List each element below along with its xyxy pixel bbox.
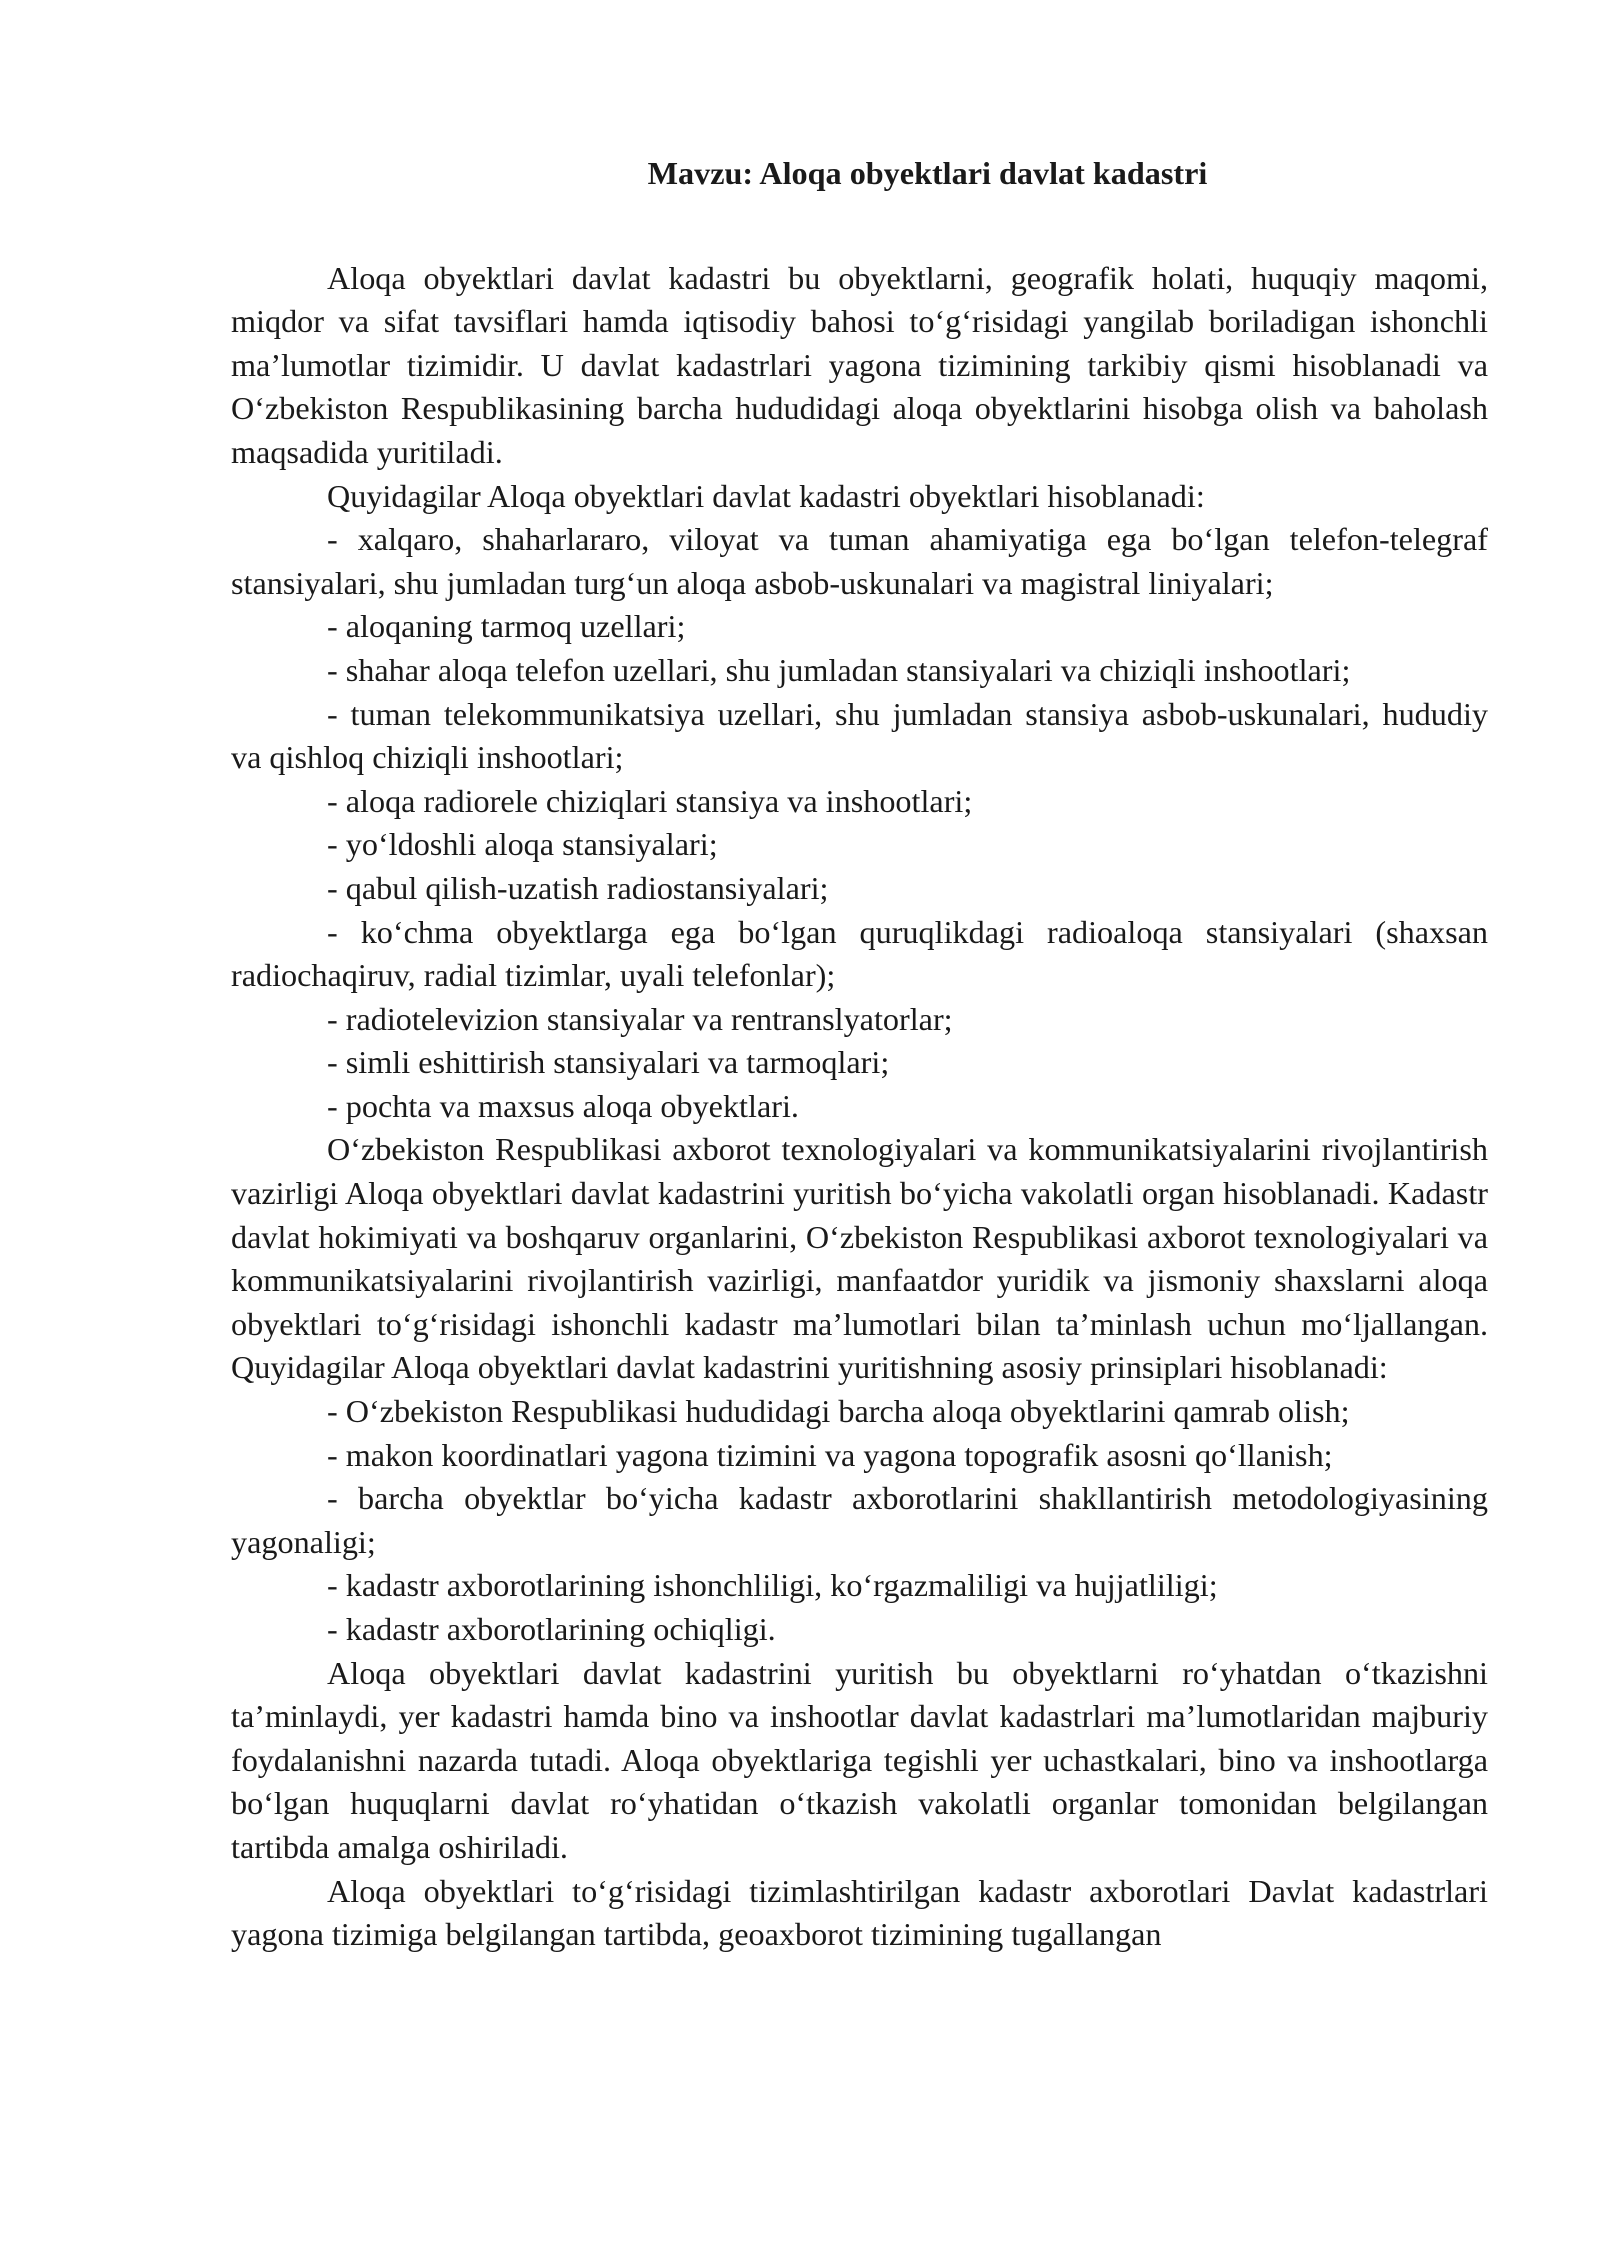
list-item: - yo‘ldoshli aloqa stansiyalari; (327, 826, 718, 863)
list-item: - O‘zbekiston Respublikasi hududidagi barcha aloqa obyektlarini qamrab olish; (327, 1393, 1350, 1430)
list-item: - makon koordinatlari yagona tizimini va yagona topografik asosni qo‘llanish; (327, 1436, 1333, 1473)
list-item: - qabul qilish-uzatish radiostansiyalari; (327, 869, 829, 906)
list-item: - simli eshittirish stansiyalari va tarmoqlari; (327, 1044, 890, 1081)
paragraph-objects-intro: Quyidagilar Aloqa obyektlari davlat kadastri obyektlari hisoblanadi: (327, 477, 1205, 514)
paragraph-definition: Aloqa obyektlari davlat kadastri bu obyektlarni, geografik holati, huquqiy maqomi, miqdor va sifat tavsiflari hamda iqtisodiy bahosi to‘g‘risidagi yangilab boriladigan ishonchli ma’lumotlar tizimidir. U davlat kadastrlari yagona tizimining tarkibiy qismi hisoblanadi va O‘zbekiston Respublikasining barcha hududidagi aloqa obyektlarini hisobga olish va baholash maqsadida yuritiladi. (231, 259, 1488, 470)
list-item: - kadastr axborotlarining ishonchliligi, ko‘rgazmaliligi va hujjatliligi; (327, 1567, 1218, 1604)
paragraph-authority: O‘zbekiston Respublikasi axborot texnologiyalari va kommunikatsiyalarini rivojlantirish vazirligi Aloqa obyektlari davlat kadastrini yuritish bo‘yicha vakolatli organ hisoblanadi. Kadastr davlat hokimiyati va boshqaruv organlarini, O‘zbekiston Respublikasi axborot texnologiyalari va kommunikatsiyalarini rivojlantirish vazirligi, manfaatdor yuridik va jismoniy shaxslarni aloqa obyektlari to‘g‘risidagi ishonchli kadastr ma’lumotlari bilan ta’minlash uchun mo‘ljallangan. Quyidagilar Aloqa obyektlari davlat kadastrini yuritishning asosiy prinsiplari hisoblanadi: (231, 1131, 1488, 1386)
document-page (231, 152, 1488, 1957)
list-item: - aloqa radiorele chiziqlari stansiya va inshootlari; (327, 782, 973, 819)
list-item: - barcha obyektlar bo‘yicha kadastr axborotlarini shakllantirish metodologiyasining yagonaligi; (231, 1480, 1488, 1560)
paragraph-systematized-info: Aloqa obyektlari to‘g‘risidagi tizimlashtirilgan kadastr axborotlari Davlat kadastrlari yagona tizimiga belgilangan tartibda, geoaxborot tizimining tugallangan (231, 1872, 1488, 1953)
list-item: - pochta va maxsus aloqa obyektlari. (327, 1087, 799, 1124)
list-item: - shahar aloqa telefon uzellari, shu jumladan stansiyalari va chiziqli inshootlari; (327, 651, 1351, 688)
list-item: - tuman telekommunikatsiya uzellari, shu jumladan stansiya asbob-uskunalari, hududiy va qishloq chiziqli inshootlari; (231, 695, 1488, 776)
paragraph-registration: Aloqa obyektlari davlat kadastrini yuritish bu obyektlarni ro‘yhatdan o‘tkazishni ta’minlaydi, yer kadastri hamda bino va inshootlar davlat kadastrlari ma’lumotlaridan majburiy foydalanishni nazarda tutadi. Aloqa obyektlariga tegishli yer uchastkalari, bino va inshootlarga bo‘lgan huquqlarni davlat ro‘yhatidan o‘tkazish vakolatli organlar tomonidan belgilangan tartibda amalga oshiriladi. (231, 1654, 1488, 1865)
document-title: Mavzu: Aloqa obyektlari davlat kadastri (647, 155, 1208, 191)
list-item: - xalqaro, shaharlararo, viloyat va tuman ahamiyatiga ega bo‘lgan telefon-telegraf stansiyalari, shu jumladan turg‘un aloqa asbob-uskunalari va magistral liniyalari; (231, 521, 1488, 601)
list-item: - radiotelevizion stansiyalar va rentranslyatorlar; (327, 1000, 953, 1037)
list-item: - kadastr axborotlarining ochiqligi. (327, 1611, 776, 1647)
list-item: - ko‘chma obyektlarga ega bo‘lgan quruqlikdagi radioaloqa stansiyalari (shaxsan radiochaqiruv, radial tizimlar, uyali telefonlar); (231, 913, 1488, 994)
list-item: - aloqaning tarmoq uzellari; (327, 608, 686, 645)
